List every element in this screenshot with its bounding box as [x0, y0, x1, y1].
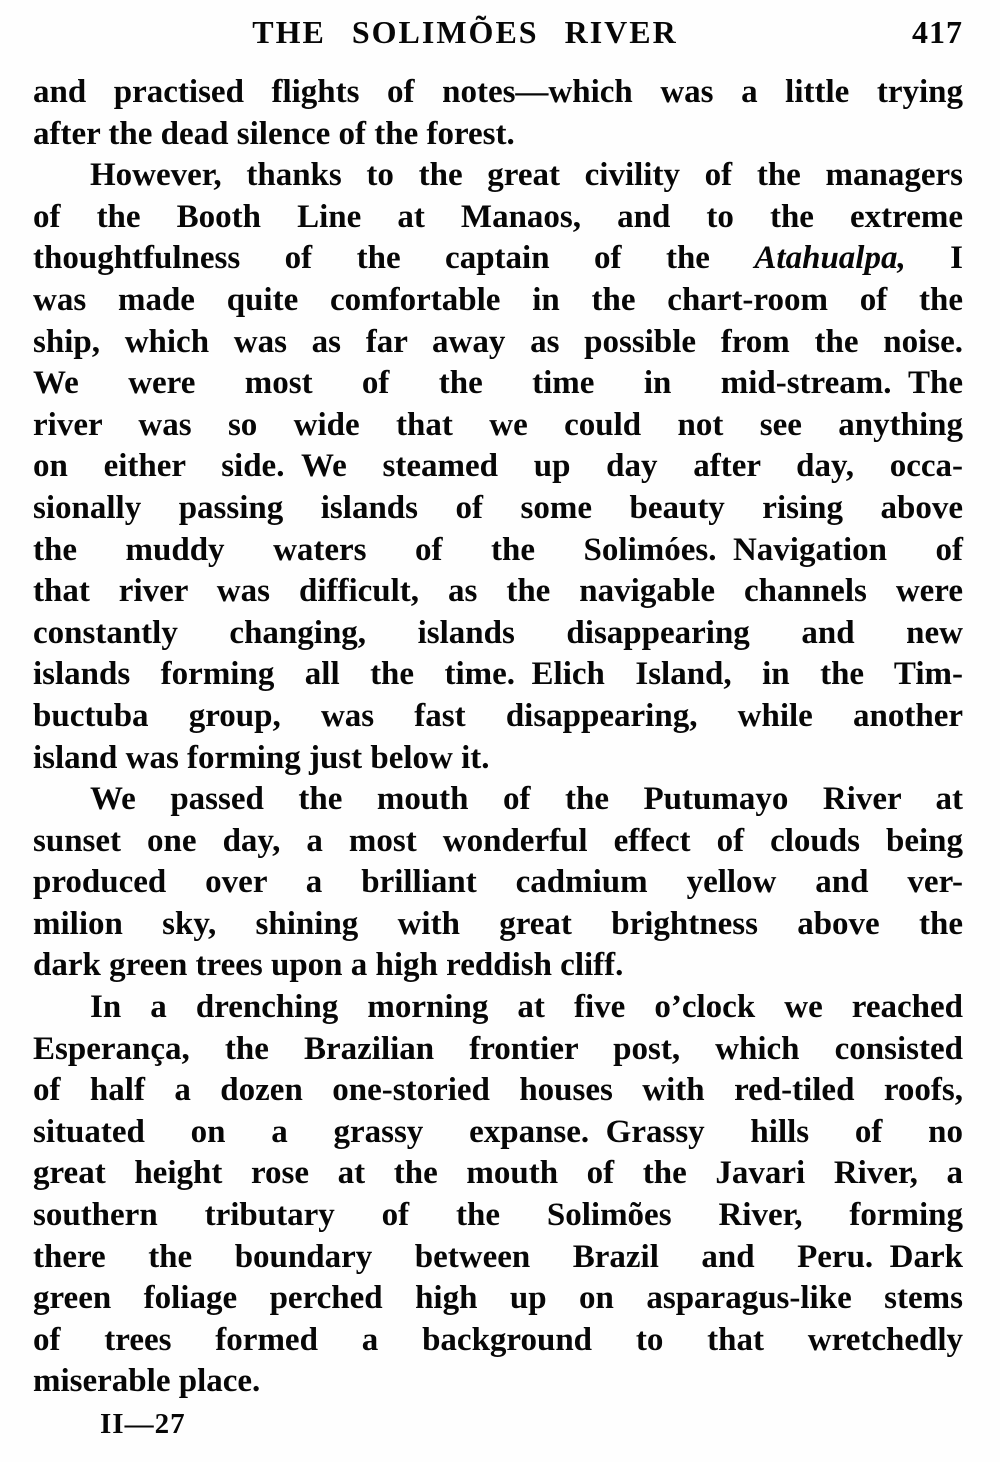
text-segment: on either side. We steamed up day after day, occa-	[33, 448, 963, 485]
text-line	[33, 1361, 963, 1403]
text-segment: island was forming just below it.	[33, 739, 490, 776]
text-line	[33, 155, 963, 197]
page-number: 417	[912, 14, 963, 50]
text-segment: green foliage perched high up on asparagus-like stems	[33, 1280, 963, 1317]
text-line	[33, 280, 963, 322]
text-segment: river was so wide that we could not see anything	[33, 406, 963, 443]
text-line	[33, 1278, 963, 1320]
italic-text-segment: Atahualpa,	[754, 240, 906, 277]
text-segment: constantly changing, islands disappearing and new	[33, 614, 963, 651]
text-segment: dark green trees upon a high reddish cliff.	[33, 947, 624, 984]
text-segment: thoughtfulness of the captain of the	[33, 240, 755, 277]
text-line	[33, 238, 963, 280]
running-head-title: THE SOLIMÕES RIVER	[252, 14, 678, 50]
text-segment: was made quite comfortable in the chart-room of the	[33, 281, 963, 318]
text-segment: islands forming all the time. Elich Island, in the Tim-	[33, 656, 963, 693]
text-segment: after the dead silence of the forest.	[33, 115, 515, 152]
text-segment: situated on a grassy expanse. Grassy hills of no	[33, 1113, 963, 1150]
text-segment: the muddy waters of the Solimóes. Navigation of	[33, 531, 963, 568]
text-line	[33, 696, 963, 738]
text-line	[33, 1112, 963, 1154]
text-segment: We passed the mouth of the Putumayo River at	[90, 781, 963, 818]
text-segment: sunset one day, a most wonderful effect of clouds being	[33, 822, 963, 859]
printers-signature: II—27	[100, 1408, 186, 1440]
text-line	[33, 363, 963, 405]
text-segment: Esperança, the Brazilian frontier post, which consisted	[33, 1030, 963, 1067]
text-segment: great height rose at the mouth of the Javari River, a	[33, 1155, 963, 1192]
text-line	[33, 72, 963, 114]
text-segment: We were most of the time in mid-stream. The	[33, 365, 963, 402]
text-segment: milion sky, shining with great brightness above the	[33, 905, 963, 942]
text-line	[33, 446, 963, 488]
text-segment: sionally passing islands of some beauty rising above	[33, 489, 963, 526]
text-segment: ship, which was as far away as possible from the noise.	[33, 323, 963, 360]
text-line	[33, 488, 963, 530]
body-text-block	[33, 72, 963, 1403]
text-segment: In a drenching morning at five o’clock we reached	[90, 989, 963, 1026]
text-segment: produced over a brilliant cadmium yellow and ver-	[33, 864, 963, 901]
text-segment: of trees formed a background to that wretchedly	[33, 1321, 963, 1358]
text-segment: southern tributary of the Solimões River, forming	[33, 1197, 963, 1234]
text-segment: there the boundary between Brazil and Peru. Dark	[33, 1238, 963, 1275]
page-header	[0, 14, 1000, 58]
text-segment: However, thanks to the great civility of the managers	[90, 157, 963, 194]
text-line	[33, 571, 963, 613]
text-segment: of the Booth Line at Manaos, and to the extreme	[33, 198, 963, 235]
text-line	[33, 779, 963, 821]
text-line	[33, 821, 963, 863]
text-line	[33, 197, 963, 239]
text-segment: buctuba group, was fast disappearing, while another	[33, 697, 963, 734]
text-line	[33, 114, 963, 156]
text-line	[33, 945, 963, 987]
text-line	[33, 613, 963, 655]
text-segment: that river was difficult, as the navigable channels were	[33, 573, 963, 610]
text-line	[33, 1153, 963, 1195]
text-line	[33, 862, 963, 904]
text-line	[33, 405, 963, 447]
text-line	[33, 1070, 963, 1112]
text-segment: I	[905, 240, 964, 277]
text-line	[33, 1320, 963, 1362]
text-line	[33, 1237, 963, 1279]
text-segment: miserable place.	[33, 1363, 261, 1400]
text-line	[33, 322, 963, 364]
text-line	[33, 904, 963, 946]
text-line	[33, 738, 963, 780]
text-line	[33, 654, 963, 696]
text-line	[33, 530, 963, 572]
text-segment: of half a dozen one-storied houses with red-tiled roofs,	[33, 1072, 963, 1109]
text-line	[33, 1029, 963, 1071]
text-segment: and practised flights of notes—which was a little trying	[33, 74, 963, 110]
text-line	[33, 1195, 963, 1237]
text-line	[33, 987, 963, 1029]
